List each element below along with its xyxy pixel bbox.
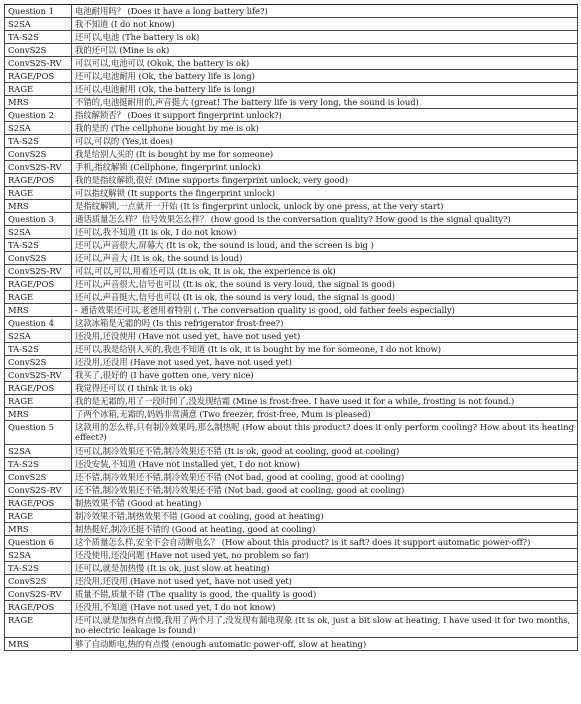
system-name: RAGE (5, 187, 72, 200)
system-response: 还不错,制冷效果还不错,制冷效果还不错 (Not bad, good at cooling, good at cooling) (72, 484, 578, 497)
system-response: 我的是指纹解锁,很好 (Mine supports fingerprint unlock, very good) (72, 174, 578, 187)
system-name: ConvS2S-RV (5, 57, 72, 70)
system-name: TA-S2S (5, 343, 72, 356)
table-row (5, 343, 578, 356)
system-name: ConvS2S (5, 252, 72, 265)
system-response: 了两个冰箱,无霜的,妈妈非常满意 (Two freezer, frost-free, Mum is pleased) (72, 408, 578, 421)
system-name: S2SA (5, 445, 72, 458)
table-row (5, 330, 578, 343)
question-text: 电池耐用吗？ (Does it have a long battery life?) (72, 5, 578, 18)
system-name: TA-S2S (5, 458, 72, 471)
table-row (5, 562, 578, 575)
table-row (5, 395, 578, 408)
system-response: 我买了,很好的 (I have gotten one, very nice) (72, 369, 578, 382)
question-row (5, 421, 578, 445)
table-row (5, 44, 578, 57)
system-response: 还没用,还没用 (Have not used yet, have not used yet) (72, 575, 578, 588)
system-name: ConvS2S (5, 356, 72, 369)
system-response: 还可以,电池耐用 (Ok, the battery life is long) (72, 83, 578, 96)
system-name: MRS (5, 304, 72, 317)
system-response: 可以,可以,可以,用着还可以 (It is ok, It is ok, the experience is ok) (72, 265, 578, 278)
system-response: 是指纹解锁,一点就开一开始 (It is fingerprint unlock, unlock by one press, at the very start) (72, 200, 578, 213)
table-row (5, 614, 578, 638)
system-name: S2SA (5, 549, 72, 562)
system-name: MRS (5, 408, 72, 421)
system-response: 我的还可以 (Mine is ok) (72, 44, 578, 57)
system-response: 还可以,电池耐用 (Ok, the battery life is long) (72, 70, 578, 83)
system-name: S2SA (5, 122, 72, 135)
system-name: ConvS2S-RV (5, 265, 72, 278)
system-response: 还没用,不知道 (Have not used yet, I do not know) (72, 601, 578, 614)
system-name: RAGE/POS (5, 382, 72, 395)
table-row (5, 18, 578, 31)
qualitative-examples-table-container (4, 4, 578, 651)
table-row (5, 148, 578, 161)
system-response: 我的是的 (The cellphone bought by me is ok) (72, 122, 578, 135)
system-response: 还可以,电池 (The battery is ok) (72, 31, 578, 44)
system-response: 还没用,还没用 (Have not used yet, have not used yet) (72, 356, 578, 369)
table-row (5, 458, 578, 471)
system-name: S2SA (5, 18, 72, 31)
system-response: 还可以,制冷效果还不错,制冷效果还不错 (It is ok, good at cooling, good at cooling) (72, 445, 578, 458)
question-label: Question 3 (5, 213, 72, 226)
system-name: ConvS2S (5, 148, 72, 161)
question-text: 指纹解锁否？ (Does it support fingerprint unlock?) (72, 109, 578, 122)
question-text: 通话质量怎么样？信号效果怎么样？ (how good is the conversation quality? How good is the signal quality?) (72, 213, 578, 226)
question-row (5, 317, 578, 330)
system-response: 质量不错,质量不错 (The quality is good, the quality is good) (72, 588, 578, 601)
question-label: Question 5 (5, 421, 72, 445)
system-response: 够了自动断电,热的有点慢 (enough automatic power-off, slow at heating) (72, 638, 578, 651)
question-text: 这款冰箱是无霜的吗 (Is this refrigerator frost-free?) (72, 317, 578, 330)
table-row (5, 638, 578, 651)
table-row (5, 369, 578, 382)
question-text: 这个质量怎么样,安全不会自动断电么？ (How about this product? is it saft? does it support automatic power-off?) (72, 536, 578, 549)
system-name: ConvS2S (5, 471, 72, 484)
table-row (5, 484, 578, 497)
system-name: ConvS2S-RV (5, 588, 72, 601)
table-row (5, 239, 578, 252)
system-name: RAGE/POS (5, 497, 72, 510)
system-response: 不错的,电池挺耐用的,声音挺大 (great! The battery life is very long, the sound is loud) (72, 96, 578, 109)
question-row (5, 109, 578, 122)
table-row (5, 575, 578, 588)
table-row (5, 601, 578, 614)
system-name: S2SA (5, 330, 72, 343)
system-name: RAGE/POS (5, 601, 72, 614)
system-response: 还可以,我不知道 (It is ok, I do not know) (72, 226, 578, 239)
table-row (5, 382, 578, 395)
table-row (5, 70, 578, 83)
qualitative-examples-table (4, 4, 578, 651)
table-row (5, 187, 578, 200)
table-row (5, 588, 578, 601)
system-response: - 通话效果还可以,老爸用着特别 (. The conversation quality is good, old father feels especially) (72, 304, 578, 317)
question-label: Question 4 (5, 317, 72, 330)
system-name: TA-S2S (5, 135, 72, 148)
question-row (5, 213, 578, 226)
question-row (5, 536, 578, 549)
table-row (5, 510, 578, 523)
table-row (5, 408, 578, 421)
system-name: ConvS2S-RV (5, 369, 72, 382)
question-label: Question 2 (5, 109, 72, 122)
system-name: TA-S2S (5, 31, 72, 44)
table-row (5, 57, 578, 70)
system-response: 还可以,声音挺大,信号也可以 (It is ok, the sound is very loud, the signal is good) (72, 291, 578, 304)
system-response: 制冷效果不错,制热效果不错 (Good at cooling, good at heating) (72, 510, 578, 523)
table-row (5, 31, 578, 44)
system-name: RAGE/POS (5, 174, 72, 187)
table-row (5, 278, 578, 291)
table-row (5, 304, 578, 317)
system-name: ConvS2S (5, 44, 72, 57)
system-name: MRS (5, 523, 72, 536)
system-response: 还可以,就是加热慢 (It is ok, just slow at heating) (72, 562, 578, 575)
system-response: 我是给别人买的 (It is bought by me for someone) (72, 148, 578, 161)
table-row (5, 497, 578, 510)
system-name: S2SA (5, 226, 72, 239)
question-label: Question 1 (5, 5, 72, 18)
table-body (5, 5, 578, 651)
system-response: 我不知道 (I do not know) (72, 18, 578, 31)
system-name: RAGE (5, 395, 72, 408)
table-row (5, 96, 578, 109)
question-text: 这款用的怎么样,只有制冷效果吗,那么制热呢 (How about this product? does it only perform cooling? How about its heating effect?) (72, 421, 578, 445)
system-name: RAGE (5, 291, 72, 304)
system-name: RAGE (5, 614, 72, 638)
system-name: TA-S2S (5, 562, 72, 575)
table-row (5, 445, 578, 458)
system-response: 还没安装,不知道 (Have not installed yet, I do not know) (72, 458, 578, 471)
system-response: 制热效果不错 (Good at heating) (72, 497, 578, 510)
system-response: 可以,可以的 (Yes,it does) (72, 135, 578, 148)
table-row (5, 200, 578, 213)
system-name: RAGE/POS (5, 278, 72, 291)
system-name: MRS (5, 638, 72, 651)
system-name: RAGE/POS (5, 70, 72, 83)
system-response: 还没用,还没使用 (Have not used yet, have not used yet) (72, 330, 578, 343)
system-response: 还可以,我是给别人买的,我也不知道 (It is ok, it is bought by me for someone, I do not know) (72, 343, 578, 356)
question-label: Question 6 (5, 536, 72, 549)
system-name: ConvS2S-RV (5, 161, 72, 174)
system-response: 可以指纹解锁 (It supports the fingerprint unlock) (72, 187, 578, 200)
table-row (5, 265, 578, 278)
system-response: 还没使用,还没问题 (Have not used yet, no problem so far) (72, 549, 578, 562)
system-name: ConvS2S-RV (5, 484, 72, 497)
table-row (5, 523, 578, 536)
table-row (5, 549, 578, 562)
system-response: 还可以,就是加热有点慢,我用了两个月了,没发现有漏电现象 (It is ok, just a bit slow at heating, I have used it for two months, no electric leakage is found) (72, 614, 578, 638)
table-row (5, 174, 578, 187)
table-row (5, 291, 578, 304)
system-name: RAGE (5, 510, 72, 523)
system-name: TA-S2S (5, 239, 72, 252)
table-row (5, 135, 578, 148)
system-name: RAGE (5, 83, 72, 96)
table-row (5, 122, 578, 135)
system-response: 还可以,声音大 (It is ok, the sound is loud) (72, 252, 578, 265)
system-response: 我觉得还可以 (I think it is ok) (72, 382, 578, 395)
system-response: 手机,指纹解锁 (Cellphone, fingerprint unlock) (72, 161, 578, 174)
table-row (5, 161, 578, 174)
system-response: 可以可以,电池可以 (Okok, the battery is ok) (72, 57, 578, 70)
system-response: 还可以,声音很大,屏幕大 (It is ok, the sound is loud, and the screen is big ) (72, 239, 578, 252)
system-response: 还不错,制冷效果还不错,制冷效果还不错 (Not bad, good at cooling, good at cooling) (72, 471, 578, 484)
table-row (5, 356, 578, 369)
system-name: ConvS2S (5, 575, 72, 588)
table-row (5, 226, 578, 239)
system-response: 还可以,声音很大,信号也可以 (It is ok, the sound is very loud, the signal is good) (72, 278, 578, 291)
question-row (5, 5, 578, 18)
system-name: MRS (5, 200, 72, 213)
table-row (5, 471, 578, 484)
table-row (5, 83, 578, 96)
system-name: MRS (5, 96, 72, 109)
system-response: 我的是无霜的,用了一段时间了,没发现结霜 (Mine is frost-free. I have used it for a while, frosting is not found.) (72, 395, 578, 408)
system-response: 制热挺好,制冷还挺不错的 (Good at heating, good at cooling) (72, 523, 578, 536)
table-row (5, 252, 578, 265)
